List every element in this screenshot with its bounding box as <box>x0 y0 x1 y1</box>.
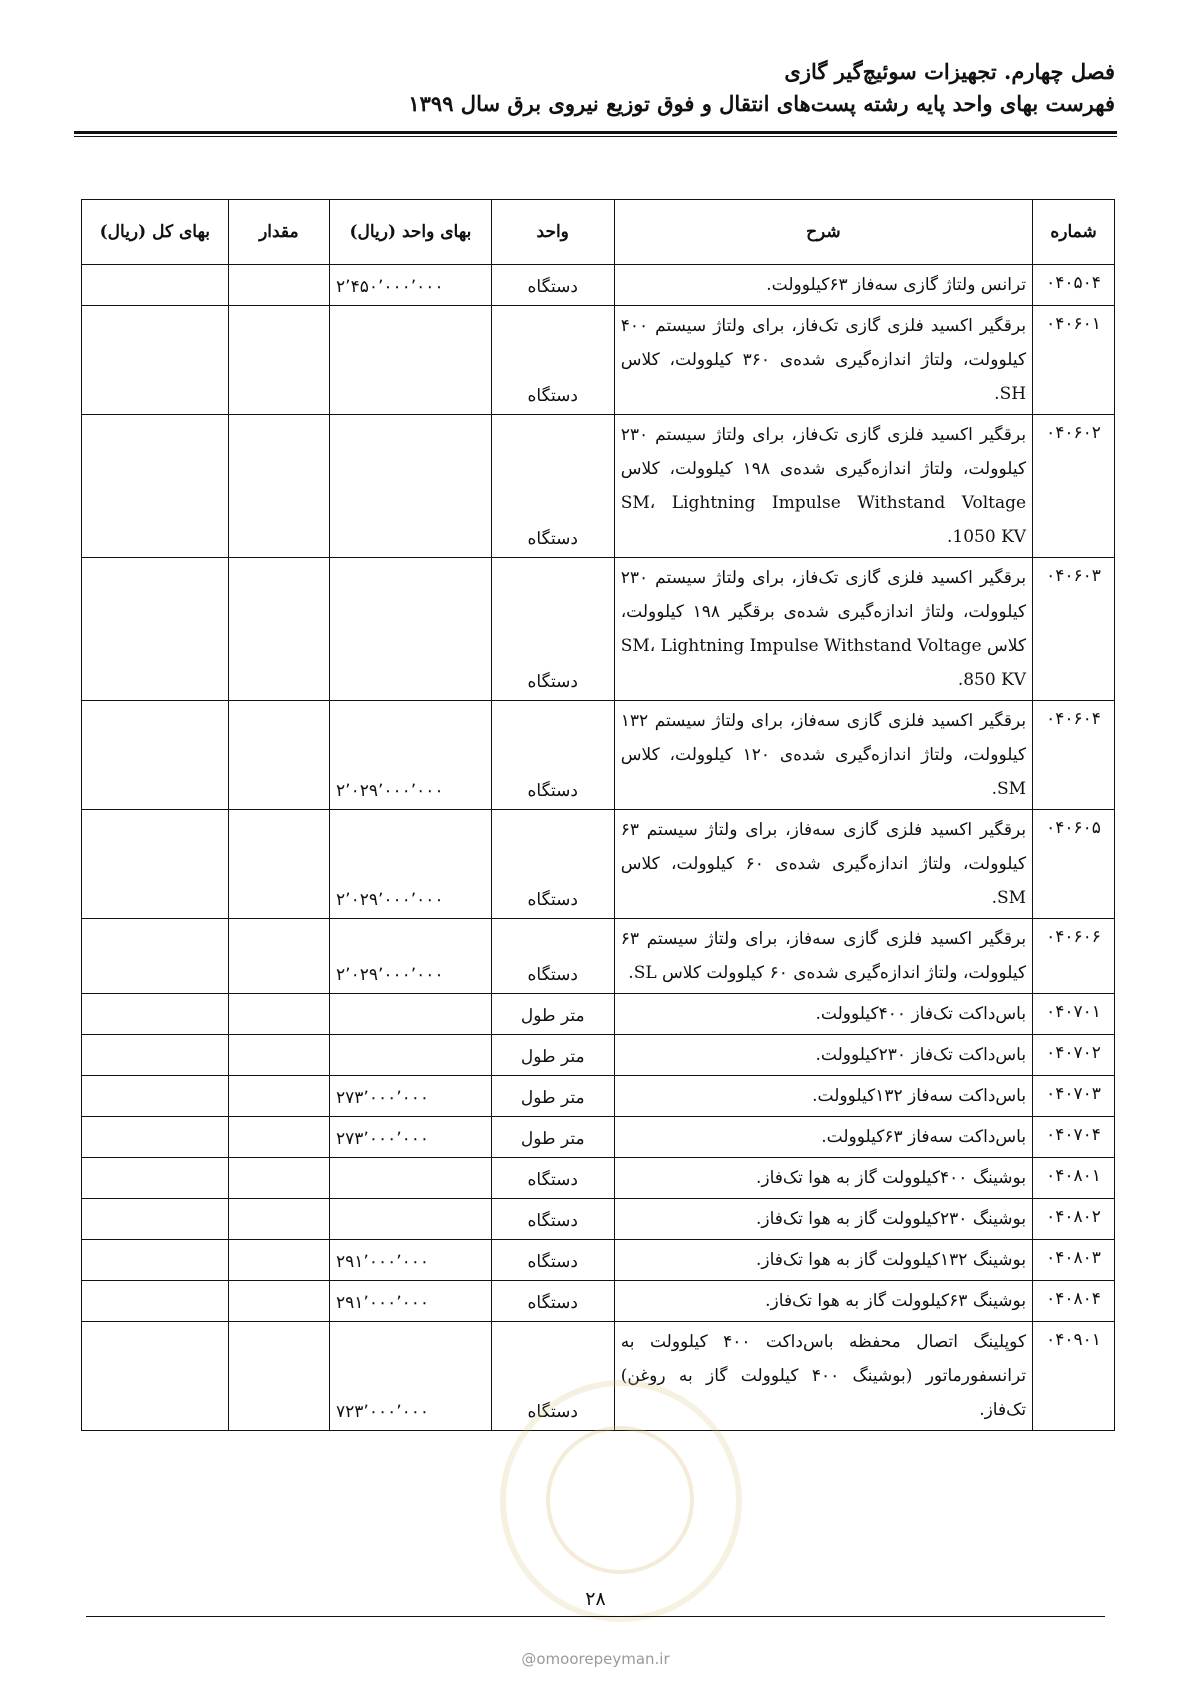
row-code: ۰۴۰۶۰۲ <box>1033 415 1115 558</box>
row-unit: دستگاه <box>491 919 614 994</box>
header-code: شماره <box>1033 200 1115 265</box>
row-total-price <box>82 1117 229 1158</box>
table-row <box>82 1158 1115 1199</box>
row-unit: دستگاه <box>491 1322 614 1431</box>
table-row <box>82 265 1115 306</box>
table-row <box>82 994 1115 1035</box>
row-total-price <box>82 994 229 1035</box>
row-unit-price <box>330 1199 492 1240</box>
row-quantity <box>228 1158 329 1199</box>
row-unit: دستگاه <box>491 1199 614 1240</box>
row-unit: دستگاه <box>491 810 614 919</box>
row-description: ترانس ولتاژ گازی سه‌فاز ۶۳کیلوولت. <box>614 265 1032 306</box>
row-unit-price: ۲٬۰۲۹٬۰۰۰٬۰۰۰ <box>330 810 492 919</box>
row-total-price <box>82 701 229 810</box>
row-code: ۰۴۰۷۰۲ <box>1033 1035 1115 1076</box>
row-unit-price <box>330 994 492 1035</box>
row-quantity <box>228 265 329 306</box>
row-total-price <box>82 1281 229 1322</box>
row-total-price <box>82 1076 229 1117</box>
row-code: ۰۴۰۶۰۱ <box>1033 306 1115 415</box>
row-total-price <box>82 306 229 415</box>
row-unit: دستگاه <box>491 306 614 415</box>
row-description: باس‌داکت سه‌فاز ۱۳۲کیلوولت. <box>614 1076 1032 1117</box>
row-total-price <box>82 558 229 701</box>
website-watermark: @omoorepeyman.ir <box>521 1650 670 1668</box>
row-code: ۰۴۰۷۰۳ <box>1033 1076 1115 1117</box>
row-code: ۰۴۰۶۰۵ <box>1033 810 1115 919</box>
row-unit-price <box>330 1158 492 1199</box>
row-unit-price: ۲۹۱٬۰۰۰٬۰۰۰ <box>330 1240 492 1281</box>
row-description: برقگیر اکسید فلزی گازی سه‌فاز، برای ولتاژ سیستم ۶۳ کیلوولت، ولتاژ اندازه‌گیری شده‌ی ۶۰ کیلوولت کلاس SL. <box>614 919 1032 994</box>
table-row <box>82 1117 1115 1158</box>
row-unit-price: ۲۷۳٬۰۰۰٬۰۰۰ <box>330 1117 492 1158</box>
watermark-seal-logo <box>500 1380 742 1622</box>
row-code: ۰۴۰۸۰۳ <box>1033 1240 1115 1281</box>
row-unit-price <box>330 1035 492 1076</box>
row-quantity <box>228 1035 329 1076</box>
row-code: ۰۴۰۹۰۱ <box>1033 1322 1115 1431</box>
row-quantity <box>228 1076 329 1117</box>
row-quantity <box>228 306 329 415</box>
table-row <box>82 306 1115 415</box>
row-unit-price: ۲۹۱٬۰۰۰٬۰۰۰ <box>330 1281 492 1322</box>
footer-rule <box>86 1616 1105 1617</box>
page-number: ۲۸ <box>585 1588 606 1610</box>
table-header-row <box>82 200 1115 265</box>
watermark-seal-inner <box>546 1426 694 1574</box>
row-quantity <box>228 415 329 558</box>
row-code: ۰۴۰۶۰۳ <box>1033 558 1115 701</box>
row-code: ۰۴۰۸۰۲ <box>1033 1199 1115 1240</box>
price-list-title: فهرست بهای واحد پایه رشته پست‌های انتقال و فوق توزیع نیروی برق سال ۱۳۹۹ <box>408 91 1115 116</box>
row-description: باس‌داکت تک‌فاز ۲۳۰کیلوولت. <box>614 1035 1032 1076</box>
row-quantity <box>228 701 329 810</box>
table-row <box>82 1199 1115 1240</box>
header-description: شرح <box>614 200 1032 265</box>
row-quantity <box>228 994 329 1035</box>
table-row <box>82 415 1115 558</box>
row-quantity <box>228 1117 329 1158</box>
row-unit: دستگاه <box>491 265 614 306</box>
row-total-price <box>82 919 229 994</box>
row-unit: متر طول <box>491 994 614 1035</box>
chapter-title: فصل چهارم. تجهیزات سوئیچ‌گیر گازی <box>784 59 1115 84</box>
table-row <box>82 701 1115 810</box>
row-total-price <box>82 1035 229 1076</box>
row-quantity <box>228 1281 329 1322</box>
header-rule-thick <box>74 131 1117 134</box>
row-code: ۰۴۰۷۰۴ <box>1033 1117 1115 1158</box>
row-description: بوشینگ ۴۰۰کیلوولت گاز به هوا تک‌فاز. <box>614 1158 1032 1199</box>
row-description: باس‌داکت سه‌فاز ۶۳کیلوولت. <box>614 1117 1032 1158</box>
table-row <box>82 1076 1115 1117</box>
row-code: ۰۴۰۸۰۴ <box>1033 1281 1115 1322</box>
row-total-price <box>82 1199 229 1240</box>
row-description: بوشینگ ۱۳۲کیلوولت گاز به هوا تک‌فاز. <box>614 1240 1032 1281</box>
row-description: برقگیر اکسید فلزی گازی تک‌فاز، برای ولتاژ سیستم ۴۰۰ کیلوولت، ولتاژ اندازه‌گیری شده‌ی ۳۶۰ کیلوولت، کلاس SH. <box>614 306 1032 415</box>
row-unit: متر طول <box>491 1117 614 1158</box>
row-unit: دستگاه <box>491 558 614 701</box>
row-code: ۰۴۰۶۰۴ <box>1033 701 1115 810</box>
row-description: بوشینگ ۲۳۰کیلوولت گاز به هوا تک‌فاز. <box>614 1199 1032 1240</box>
row-unit: دستگاه <box>491 415 614 558</box>
row-unit: دستگاه <box>491 1281 614 1322</box>
page-header <box>76 55 1115 119</box>
row-description: برقگیر اکسید فلزی گازی تک‌فاز، برای ولتاژ سیستم ۲۳۰ کیلوولت، ولتاژ اندازه‌گیری شده‌ی ۱۹۸ کیلوولت، کلاس SM، Lightning Impulse Withstand Voltage 1050 KV. <box>614 415 1032 558</box>
row-unit-price <box>330 415 492 558</box>
row-unit-price: ۲٬۰۲۹٬۰۰۰٬۰۰۰ <box>330 919 492 994</box>
row-quantity <box>228 1199 329 1240</box>
row-unit-price: ۲٬۰۲۹٬۰۰۰٬۰۰۰ <box>330 701 492 810</box>
row-total-price <box>82 810 229 919</box>
row-description: کوپلینگ اتصال محفظه باس‌داکت ۴۰۰ کیلوولت به ترانسفورماتور (بوشینگ ۴۰۰ کیلوولت گاز به روغن) تک‌فاز. <box>614 1322 1032 1431</box>
row-code: ۰۴۰۷۰۱ <box>1033 994 1115 1035</box>
row-description: باس‌داکت تک‌فاز ۴۰۰کیلوولت. <box>614 994 1032 1035</box>
row-unit-price: ۷۲۳٬۰۰۰٬۰۰۰ <box>330 1322 492 1431</box>
row-code: ۰۴۰۵۰۴ <box>1033 265 1115 306</box>
row-unit: دستگاه <box>491 1158 614 1199</box>
row-quantity <box>228 558 329 701</box>
row-total-price <box>82 1240 229 1281</box>
row-unit: متر طول <box>491 1035 614 1076</box>
table-row <box>82 810 1115 919</box>
row-unit: دستگاه <box>491 1240 614 1281</box>
row-unit-price: ۲۷۳٬۰۰۰٬۰۰۰ <box>330 1076 492 1117</box>
header-unit-price: بهای واحد (ریال) <box>330 200 492 265</box>
header-unit: واحد <box>491 200 614 265</box>
table-row <box>82 1240 1115 1281</box>
row-total-price <box>82 1322 229 1431</box>
table-row <box>82 919 1115 994</box>
row-quantity <box>228 1322 329 1431</box>
row-unit: متر طول <box>491 1076 614 1117</box>
row-description: برقگیر اکسید فلزی گازی سه‌فاز، برای ولتاژ سیستم ۱۳۲ کیلوولت، ولتاژ اندازه‌گیری شده‌ی ۱۲۰ کیلوولت، کلاس SM. <box>614 701 1032 810</box>
row-description: بوشینگ ۶۳کیلوولت گاز به هوا تک‌فاز. <box>614 1281 1032 1322</box>
row-code: ۰۴۰۶۰۶ <box>1033 919 1115 994</box>
row-total-price <box>82 265 229 306</box>
header-rule-thin <box>74 136 1117 137</box>
header-quantity: مقدار <box>228 200 329 265</box>
table-row <box>82 1281 1115 1322</box>
row-quantity <box>228 1240 329 1281</box>
row-description: برقگیر اکسید فلزی گازی سه‌فاز، برای ولتاژ سیستم ۶۳ کیلوولت، ولتاژ اندازه‌گیری شده‌ی ۶۰ کیلوولت، کلاس SM. <box>614 810 1032 919</box>
table-row <box>82 1035 1115 1076</box>
row-quantity <box>228 810 329 919</box>
row-total-price <box>82 415 229 558</box>
row-code: ۰۴۰۸۰۱ <box>1033 1158 1115 1199</box>
table-row <box>82 558 1115 701</box>
row-quantity <box>228 919 329 994</box>
row-unit-price <box>330 306 492 415</box>
price-table <box>81 199 1115 1431</box>
row-description: برقگیر اکسید فلزی گازی تک‌فاز، برای ولتاژ سیستم ۲۳۰ کیلوولت، ولتاژ اندازه‌گیری شده‌ی برقگیر ۱۹۸ کیلوولت، کلاس SM، Lightning Impulse Withstand Voltage 850 KV. <box>614 558 1032 701</box>
row-total-price <box>82 1158 229 1199</box>
row-unit: دستگاه <box>491 701 614 810</box>
row-unit-price: ۲٬۴۵۰٬۰۰۰٬۰۰۰ <box>330 265 492 306</box>
header-total-price: بهای کل (ریال) <box>82 200 229 265</box>
row-unit-price <box>330 558 492 701</box>
